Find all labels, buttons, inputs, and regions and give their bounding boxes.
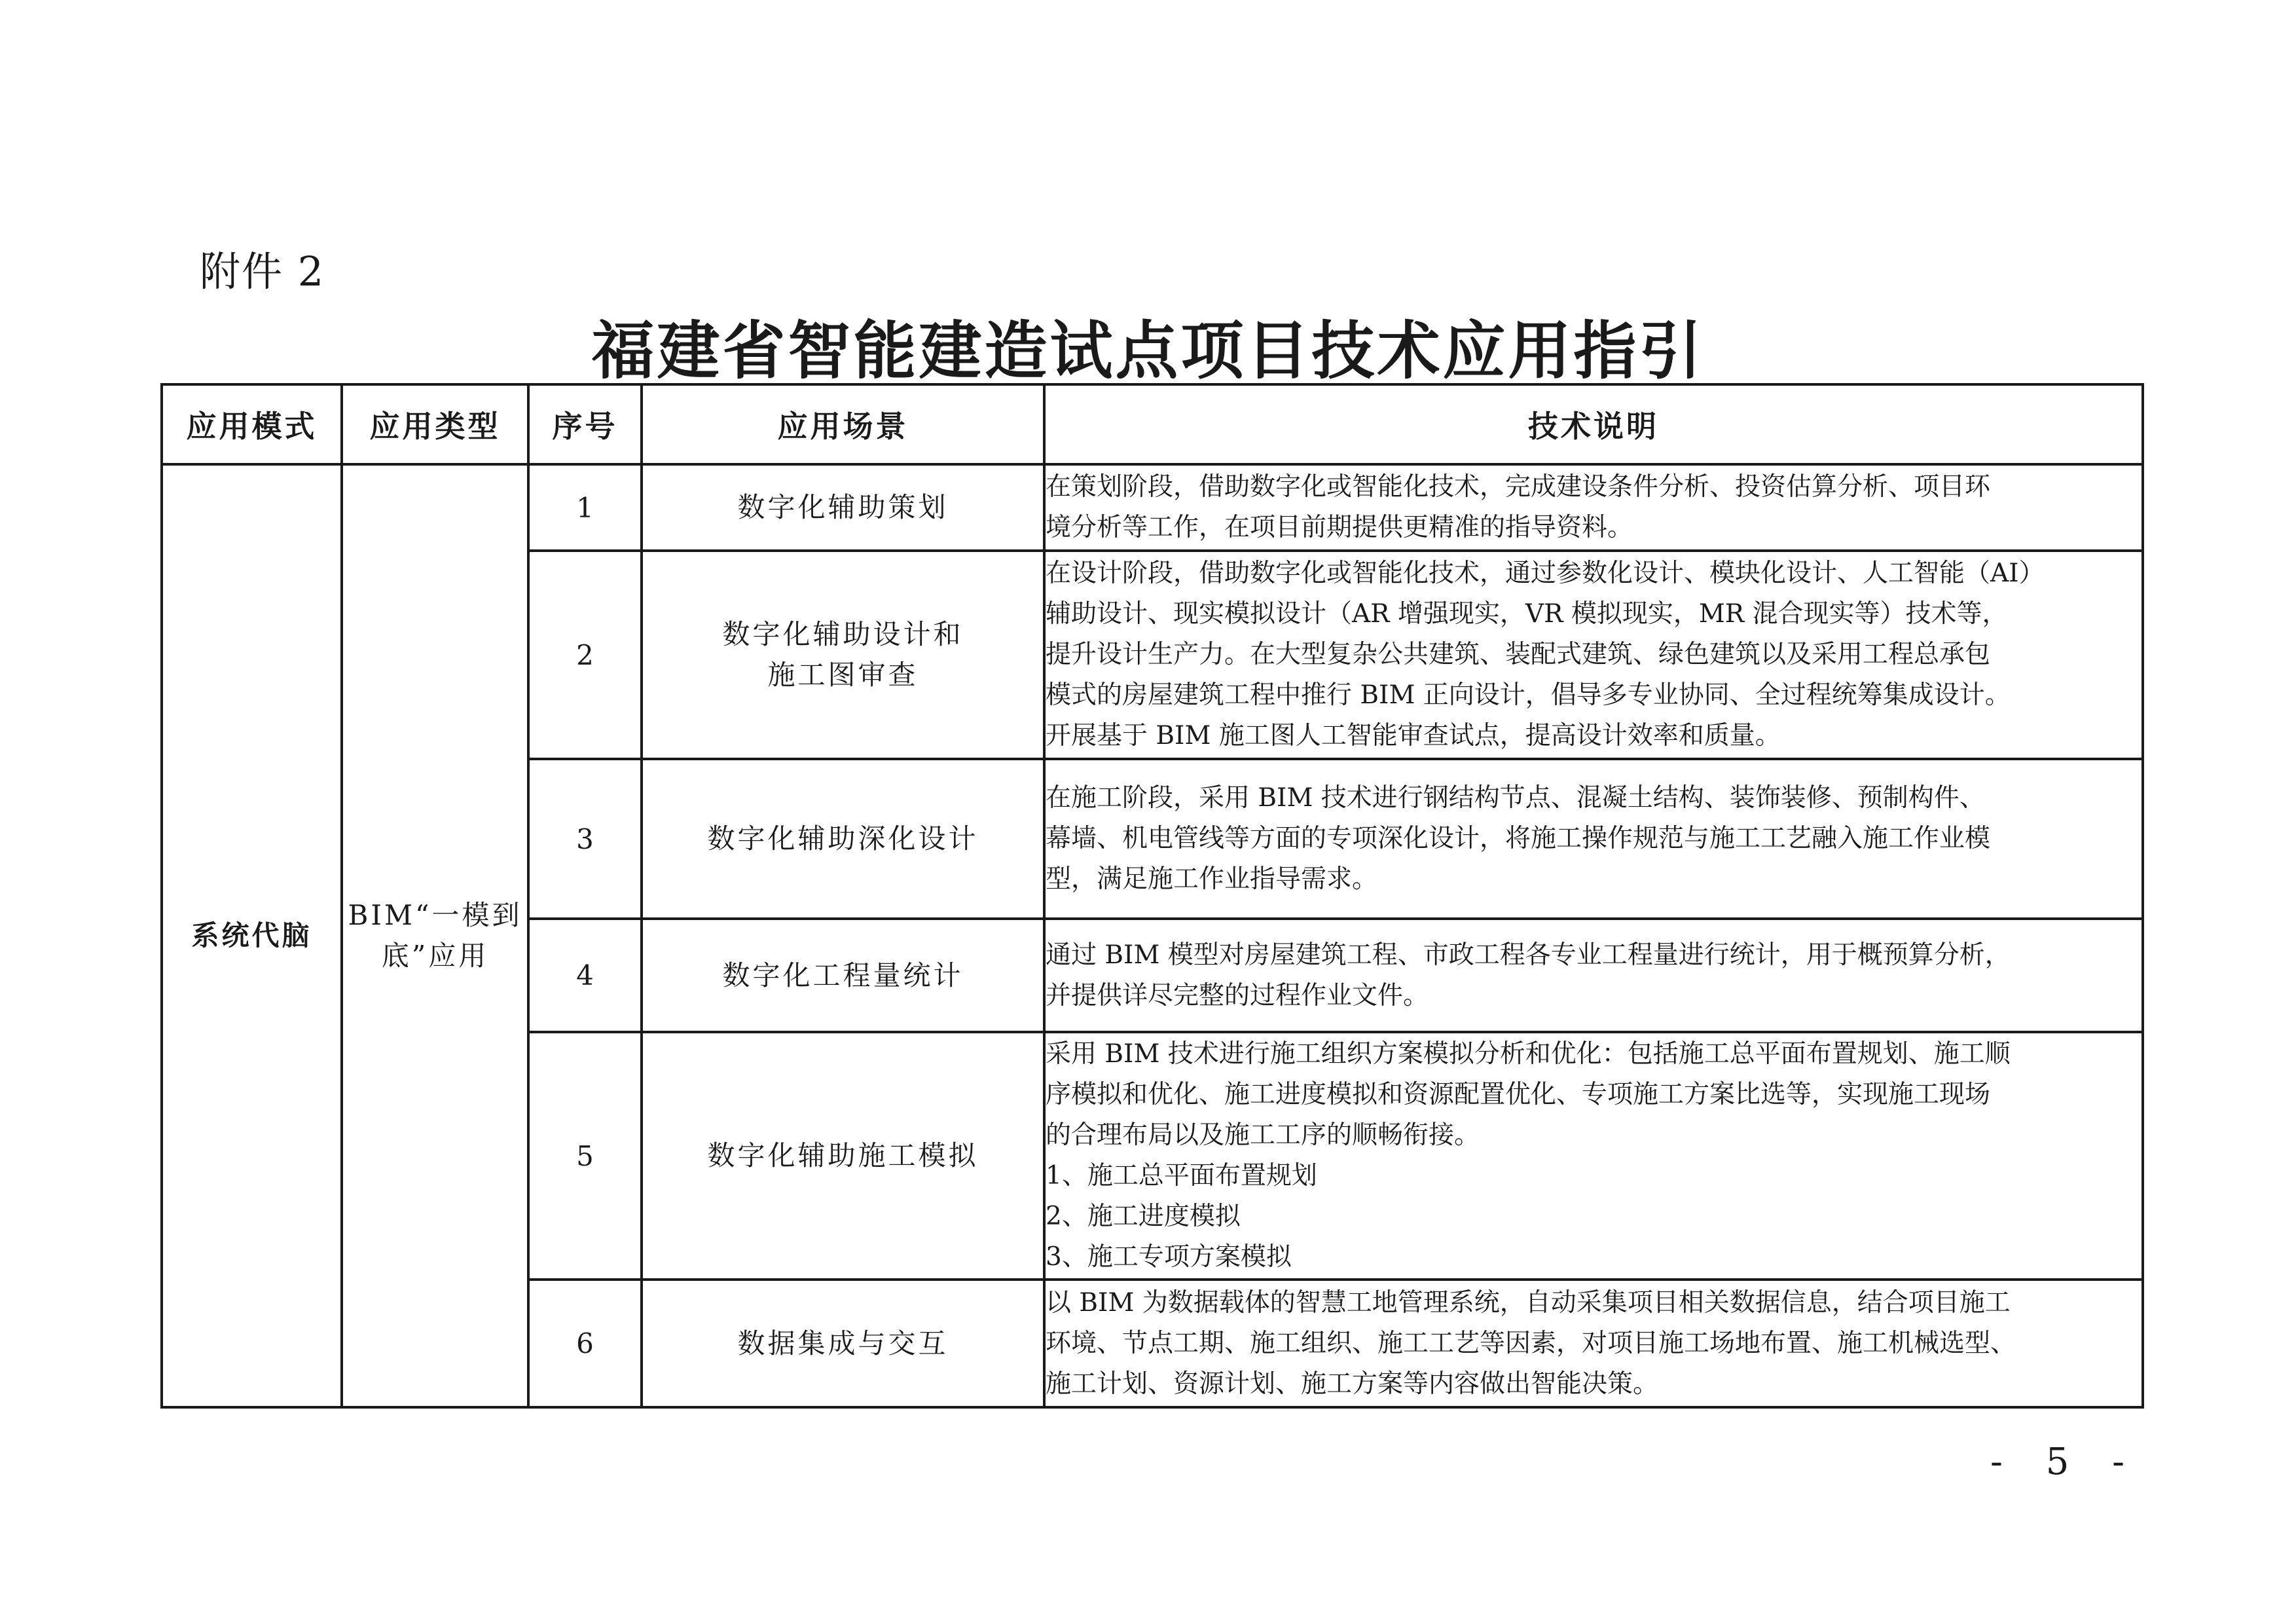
scene-cell (642, 551, 1044, 759)
description-line: 的合理布局以及施工工序的顺畅衔接。 (1046, 1120, 1480, 1150)
description-line: 幕墙、机电管线等方面的专项深化设计，将施工操作规范与施工工艺融入施工作业模 (1046, 824, 1991, 853)
row-number: 3 (528, 759, 642, 919)
description-line: 在施工阶段，采用 BIM 技术进行钢结构节点、混凝土结构、装饰装修、预制构件、 (1046, 783, 1985, 813)
description-line: 并提供详尽完整的过程作业文件。 (1046, 980, 1429, 1010)
description-line: 2、施工进度模拟 (1046, 1202, 1241, 1231)
description-line: 在设计阶段，借助数字化或智能化技术，通过参数化设计、模块化设计、人工智能（AI） (1046, 559, 2045, 588)
type-line: BIM“一模到 (348, 899, 522, 931)
description-line: 辅助设计、现实模拟设计（AR 增强现实，VR 模拟现实，MR 混合现实等）技术等， (1046, 599, 2008, 629)
scene-line: 数字化辅助深化设计 (707, 822, 979, 855)
scene-line: 施工图审查 (767, 659, 919, 691)
description-line: 在策划阶段，借助数字化或智能化技术，完成建设条件分析、投资估算分析、项目环 (1046, 472, 1991, 502)
application-type-cell (342, 464, 528, 1407)
row-number: 5 (528, 1032, 642, 1280)
attachment-label: 附件 2 (200, 248, 325, 295)
scene-cell (642, 1280, 1044, 1407)
scene-line: 数据集成与交互 (737, 1327, 949, 1359)
description-cell (1044, 1032, 2143, 1280)
scene-cell (642, 759, 1044, 919)
description-cell (1044, 759, 2143, 919)
description-line: 提升设计生产力。在大型复杂公共建筑、装配式建筑、绿色建筑以及采用工程总承包 (1046, 640, 1991, 669)
description-line: 型，满足施工作业指导需求。 (1046, 864, 1378, 894)
description-line: 采用 BIM 技术进行施工组织方案模拟分析和优化：包括施工总平面布置规划、施工顺 (1046, 1039, 2011, 1069)
header-description: 技术说明 (1044, 384, 2143, 464)
description-line: 环境、节点工期、施工组织、施工工艺等因素，对项目施工场地布置、施工机械选型、 (1046, 1328, 2016, 1358)
description-line: 开展基于 BIM 施工图人工智能审查试点，提高设计效率和质量。 (1046, 721, 1781, 750)
application-mode-cell: 系统代脑 (162, 464, 342, 1407)
description-line: 1、施工总平面布置规划 (1046, 1161, 1317, 1190)
type-line: 底”应用 (381, 940, 489, 972)
scene-line: 数字化辅助策划 (737, 491, 949, 523)
header-scene: 应用场景 (642, 384, 1044, 464)
description-line: 模式的房屋建筑工程中推行 BIM 正向设计，倡导多专业协同、全过程统筹集成设计。 (1046, 680, 2011, 710)
page-number: - 5 - (1990, 1441, 2141, 1483)
description-cell (1044, 464, 2143, 551)
table-header-row (162, 384, 2143, 464)
description-line: 境分析等工作，在项目前期提供更精准的指导资料。 (1046, 513, 1633, 542)
header-mode: 应用模式 (162, 384, 342, 464)
scene-line: 数字化辅助设计和 (722, 618, 964, 650)
description-line: 3、施工专项方案模拟 (1046, 1242, 1292, 1272)
description-cell (1044, 551, 2143, 759)
description-cell (1044, 919, 2143, 1032)
row-number: 2 (528, 551, 642, 759)
document-title: 福建省智能建造试点项目技术应用指引 (591, 314, 1705, 388)
guideline-table (160, 383, 2144, 1409)
row-number: 1 (528, 464, 642, 551)
scene-cell (642, 464, 1044, 551)
scene-cell (642, 1032, 1044, 1280)
header-no: 序号 (528, 384, 642, 464)
description-line: 序模拟和优化、施工进度模拟和资源配置优化、专项施工方案比选等，实现施工现场 (1046, 1080, 1991, 1109)
description-cell (1044, 1280, 2143, 1407)
row-number: 4 (528, 919, 642, 1032)
description-line: 以 BIM 为数据载体的智慧工地管理系统，自动采集项目相关数据信息，结合项目施工 (1046, 1287, 2011, 1318)
table-row (162, 464, 2143, 551)
scene-line: 数字化辅助施工模拟 (707, 1139, 979, 1172)
scene-line: 数字化工程量统计 (722, 959, 964, 991)
header-type: 应用类型 (342, 384, 528, 464)
description-line: 施工计划、资源计划、施工方案等内容做出智能决策。 (1046, 1369, 1659, 1399)
scene-cell (642, 919, 1044, 1032)
description-line: 通过 BIM 模型对房屋建筑工程、市政工程各专业工程量进行统计，用于概预算分析， (1046, 940, 2011, 970)
row-number: 6 (528, 1280, 642, 1407)
